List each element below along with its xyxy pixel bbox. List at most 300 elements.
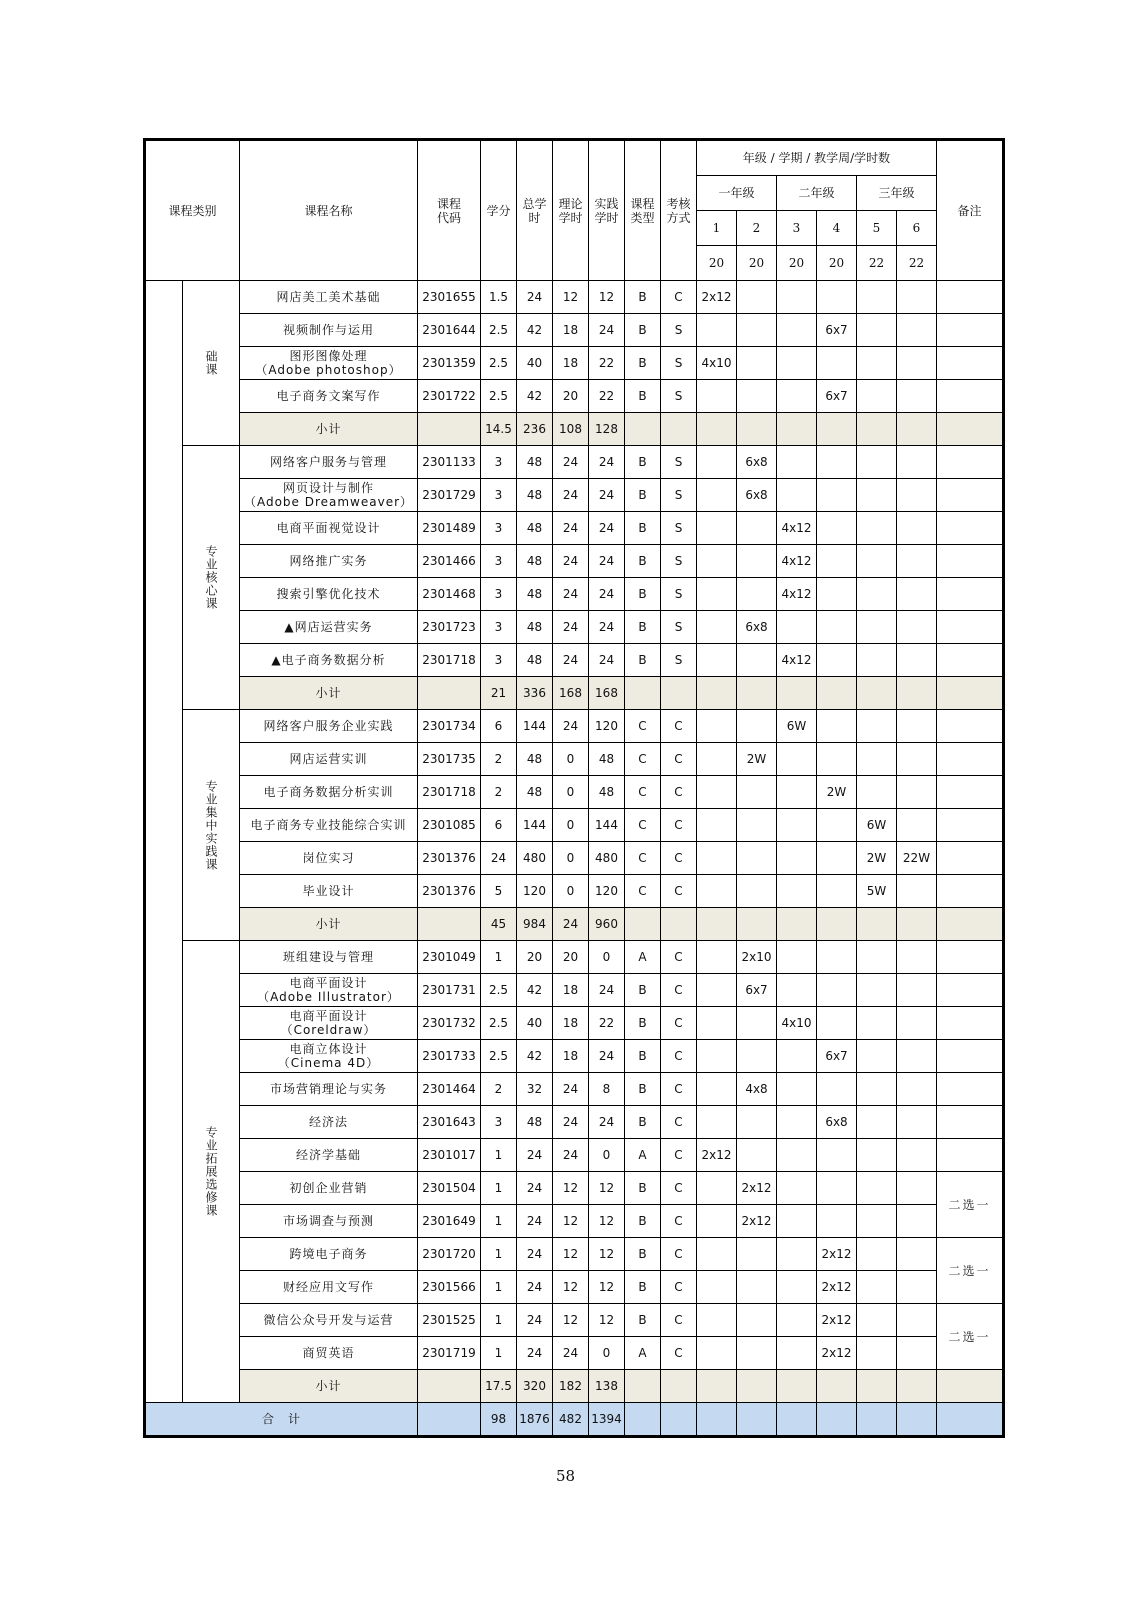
assessment-method: C bbox=[661, 1304, 697, 1337]
remark-cell bbox=[937, 743, 1004, 776]
practice-hours: 12 bbox=[589, 1304, 625, 1337]
semester-hours bbox=[817, 611, 857, 644]
semester-hours bbox=[777, 281, 817, 314]
semester-hours bbox=[697, 314, 737, 347]
subtotal-empty bbox=[737, 413, 777, 446]
total-hours: 32 bbox=[517, 1073, 553, 1106]
course-name-line: 跨境电子商务 bbox=[289, 1247, 368, 1261]
course-name bbox=[240, 1040, 418, 1073]
subtotal-empty bbox=[937, 677, 1004, 710]
semester-hours bbox=[897, 1205, 937, 1238]
header-grade-1: 一年级 bbox=[697, 176, 777, 211]
practice-hours: 480 bbox=[589, 842, 625, 875]
semester-hours bbox=[697, 743, 737, 776]
course-type: A bbox=[625, 1337, 661, 1370]
assessment-method: S bbox=[661, 380, 697, 413]
header-weeks: 22 bbox=[897, 246, 937, 281]
course-type: B bbox=[625, 1040, 661, 1073]
theory-hours: 24 bbox=[553, 644, 589, 677]
table-row bbox=[145, 710, 1004, 743]
course-type: B bbox=[625, 281, 661, 314]
course-code: 2301719 bbox=[418, 1337, 481, 1370]
course-name bbox=[240, 875, 418, 908]
semester-hours bbox=[857, 710, 897, 743]
subtotal-total-hours: 320 bbox=[517, 1370, 553, 1403]
course-type: B bbox=[625, 512, 661, 545]
assessment-method: S bbox=[661, 644, 697, 677]
total-hours: 42 bbox=[517, 314, 553, 347]
course-name bbox=[240, 1271, 418, 1304]
theory-hours: 24 bbox=[553, 1073, 589, 1106]
total-hours: 48 bbox=[517, 545, 553, 578]
total-hours: 48 bbox=[517, 743, 553, 776]
remark-cell bbox=[937, 941, 1004, 974]
course-name-subtitle: （Coreldraw） bbox=[280, 1023, 377, 1037]
course-plan-table bbox=[143, 138, 1005, 1438]
course-type: C bbox=[625, 743, 661, 776]
course-name bbox=[240, 743, 418, 776]
practice-hours: 48 bbox=[589, 776, 625, 809]
course-name bbox=[240, 1205, 418, 1238]
semester-hours bbox=[817, 1073, 857, 1106]
course-name-line: 网络推广实务 bbox=[289, 554, 368, 568]
course-name bbox=[240, 380, 418, 413]
remark-cell bbox=[937, 479, 1004, 512]
table-row bbox=[145, 1238, 1004, 1271]
course-name bbox=[240, 710, 418, 743]
semester-hours bbox=[777, 1304, 817, 1337]
table-row bbox=[145, 743, 1004, 776]
course-code: 2301735 bbox=[418, 743, 481, 776]
practice-hours: 22 bbox=[589, 1007, 625, 1040]
table-row bbox=[145, 1040, 1004, 1073]
semester-hours: 2W bbox=[857, 842, 897, 875]
practice-hours: 24 bbox=[589, 611, 625, 644]
subtotal-theory-hours: 182 bbox=[553, 1370, 589, 1403]
course-type: B bbox=[625, 545, 661, 578]
semester-hours bbox=[817, 1205, 857, 1238]
credit: 1 bbox=[481, 1205, 517, 1238]
semester-hours bbox=[857, 1040, 897, 1073]
practice-hours: 0 bbox=[589, 1337, 625, 1370]
assessment-method: C bbox=[661, 1337, 697, 1370]
remark-cell bbox=[937, 809, 1004, 842]
course-name-line: 图形图像处理 bbox=[289, 349, 368, 363]
header-semester: 3 bbox=[777, 211, 817, 246]
theory-hours: 24 bbox=[553, 545, 589, 578]
subtotal-empty bbox=[897, 1370, 937, 1403]
semester-hours bbox=[777, 1337, 817, 1370]
credit: 1 bbox=[481, 1304, 517, 1337]
semester-hours bbox=[897, 974, 937, 1007]
semester-hours bbox=[697, 446, 737, 479]
total-hours: 24 bbox=[517, 1304, 553, 1337]
course-code: 2301376 bbox=[418, 842, 481, 875]
remark-cell bbox=[937, 1139, 1004, 1172]
practice-hours: 24 bbox=[589, 545, 625, 578]
semester-hours bbox=[897, 1304, 937, 1337]
course-plan-sheet bbox=[143, 138, 1005, 1438]
table-row bbox=[145, 347, 1004, 380]
practice-hours: 12 bbox=[589, 1205, 625, 1238]
grand-total-credit: 98 bbox=[481, 1403, 517, 1437]
subtotal-empty bbox=[737, 908, 777, 941]
semester-hours bbox=[737, 578, 777, 611]
total-hours: 48 bbox=[517, 776, 553, 809]
theory-hours: 0 bbox=[553, 809, 589, 842]
semester-hours bbox=[737, 1007, 777, 1040]
theory-hours: 12 bbox=[553, 1271, 589, 1304]
subtotal-empty bbox=[897, 677, 937, 710]
theory-hours: 24 bbox=[553, 446, 589, 479]
credit: 2.5 bbox=[481, 1040, 517, 1073]
semester-hours bbox=[737, 809, 777, 842]
semester-hours bbox=[897, 1040, 937, 1073]
practice-hours: 0 bbox=[589, 941, 625, 974]
semester-hours bbox=[857, 1106, 897, 1139]
subtotal-empty bbox=[737, 1370, 777, 1403]
semester-hours bbox=[857, 1238, 897, 1271]
semester-hours bbox=[737, 1271, 777, 1304]
semester-hours bbox=[737, 710, 777, 743]
subtotal-empty bbox=[937, 908, 1004, 941]
subtotal-empty bbox=[625, 413, 661, 446]
course-code: 2301718 bbox=[418, 776, 481, 809]
header-course-type: 课程类型 bbox=[625, 140, 661, 281]
subtotal-credit: 21 bbox=[481, 677, 517, 710]
subtotal-row bbox=[145, 908, 1004, 941]
remark-cell bbox=[937, 875, 1004, 908]
total-hours: 42 bbox=[517, 1040, 553, 1073]
semester-hours bbox=[857, 974, 897, 1007]
subtotal-theory-hours: 108 bbox=[553, 413, 589, 446]
semester-hours bbox=[697, 545, 737, 578]
assessment-method: C bbox=[661, 1139, 697, 1172]
semester-hours bbox=[697, 611, 737, 644]
semester-hours bbox=[857, 512, 897, 545]
semester-hours bbox=[697, 1172, 737, 1205]
total-hours: 24 bbox=[517, 1271, 553, 1304]
semester-hours bbox=[817, 941, 857, 974]
header-semester: 6 bbox=[897, 211, 937, 246]
semester-hours bbox=[697, 1007, 737, 1040]
subtotal-empty bbox=[661, 908, 697, 941]
course-type: A bbox=[625, 941, 661, 974]
semester-hours: 4x8 bbox=[737, 1073, 777, 1106]
semester-hours bbox=[897, 545, 937, 578]
subtotal-empty bbox=[817, 1370, 857, 1403]
semester-hours: 6x7 bbox=[817, 314, 857, 347]
practice-hours: 8 bbox=[589, 1073, 625, 1106]
total-hours: 48 bbox=[517, 611, 553, 644]
practice-hours: 24 bbox=[589, 512, 625, 545]
course-name-line: 电商平面设计 bbox=[289, 976, 368, 990]
assessment-method: S bbox=[661, 347, 697, 380]
subtotal-empty bbox=[857, 413, 897, 446]
header-category: 课程类别 bbox=[145, 140, 240, 281]
credit: 2.5 bbox=[481, 1007, 517, 1040]
header-semester: 1 bbox=[697, 211, 737, 246]
subtotal-row bbox=[145, 413, 1004, 446]
assessment-method: C bbox=[661, 974, 697, 1007]
assessment-method: C bbox=[661, 875, 697, 908]
semester-hours bbox=[857, 578, 897, 611]
semester-hours bbox=[697, 1238, 737, 1271]
semester-hours bbox=[857, 1139, 897, 1172]
subtotal-empty bbox=[661, 413, 697, 446]
semester-hours bbox=[857, 1073, 897, 1106]
theory-hours: 18 bbox=[553, 314, 589, 347]
total-hours: 40 bbox=[517, 347, 553, 380]
semester-hours bbox=[857, 347, 897, 380]
assessment-method: S bbox=[661, 446, 697, 479]
credit: 1 bbox=[481, 1271, 517, 1304]
header-semester: 5 bbox=[857, 211, 897, 246]
assessment-method: C bbox=[661, 1205, 697, 1238]
remark-cell bbox=[937, 347, 1004, 380]
semester-hours bbox=[817, 842, 857, 875]
semester-hours bbox=[817, 1007, 857, 1040]
semester-hours bbox=[777, 1172, 817, 1205]
table-row bbox=[145, 941, 1004, 974]
course-name bbox=[240, 1337, 418, 1370]
credit: 1 bbox=[481, 941, 517, 974]
theory-hours: 20 bbox=[553, 941, 589, 974]
course-code: 2301722 bbox=[418, 380, 481, 413]
course-code: 2301649 bbox=[418, 1205, 481, 1238]
assessment-method: S bbox=[661, 611, 697, 644]
table-row bbox=[145, 974, 1004, 1007]
course-code: 2301525 bbox=[418, 1304, 481, 1337]
subtotal-total-hours: 236 bbox=[517, 413, 553, 446]
remark-cell bbox=[937, 974, 1004, 1007]
semester-hours bbox=[897, 809, 937, 842]
assessment-method: C bbox=[661, 1007, 697, 1040]
semester-hours bbox=[817, 974, 857, 1007]
semester-hours: 2x12 bbox=[817, 1238, 857, 1271]
semester-hours bbox=[897, 314, 937, 347]
practice-hours: 24 bbox=[589, 314, 625, 347]
semester-hours bbox=[897, 1073, 937, 1106]
semester-hours bbox=[857, 1337, 897, 1370]
total-hours: 48 bbox=[517, 479, 553, 512]
header-weeks: 20 bbox=[777, 246, 817, 281]
semester-hours bbox=[897, 1172, 937, 1205]
credit: 1 bbox=[481, 1172, 517, 1205]
table-row bbox=[145, 875, 1004, 908]
credit: 2.5 bbox=[481, 380, 517, 413]
course-code: 2301489 bbox=[418, 512, 481, 545]
semester-hours: 2x12 bbox=[817, 1271, 857, 1304]
semester-hours bbox=[737, 842, 777, 875]
subtotal-empty bbox=[777, 908, 817, 941]
total-hours: 24 bbox=[517, 281, 553, 314]
grand-total-empty bbox=[897, 1403, 937, 1437]
subtotal-code bbox=[418, 908, 481, 941]
subtotal-empty bbox=[697, 908, 737, 941]
semester-hours bbox=[697, 1073, 737, 1106]
total-hours: 24 bbox=[517, 1337, 553, 1370]
semester-hours: 2x12 bbox=[817, 1337, 857, 1370]
practice-hours: 12 bbox=[589, 281, 625, 314]
course-name bbox=[240, 281, 418, 314]
subtotal-code bbox=[418, 677, 481, 710]
course-code: 2301085 bbox=[418, 809, 481, 842]
course-type: B bbox=[625, 974, 661, 1007]
semester-hours bbox=[777, 875, 817, 908]
course-name-subtitle: （Cinema 4D） bbox=[277, 1056, 380, 1070]
assessment-method: C bbox=[661, 743, 697, 776]
semester-hours bbox=[817, 578, 857, 611]
semester-hours bbox=[817, 1172, 857, 1205]
course-code: 2301049 bbox=[418, 941, 481, 974]
course-code: 2301133 bbox=[418, 446, 481, 479]
course-code: 2301718 bbox=[418, 644, 481, 677]
semester-hours bbox=[697, 380, 737, 413]
semester-hours bbox=[777, 446, 817, 479]
credit: 6 bbox=[481, 710, 517, 743]
credit: 6 bbox=[481, 809, 517, 842]
practice-hours: 24 bbox=[589, 446, 625, 479]
subtotal-empty bbox=[625, 908, 661, 941]
course-name-line: ▲网店运营实务 bbox=[284, 620, 373, 634]
semester-hours bbox=[817, 1139, 857, 1172]
semester-hours bbox=[737, 1139, 777, 1172]
table-row bbox=[145, 446, 1004, 479]
subtotal-empty bbox=[625, 1370, 661, 1403]
semester-hours: 2x12 bbox=[697, 281, 737, 314]
category-cell: 专业核心课 bbox=[183, 446, 240, 710]
semester-hours bbox=[697, 1040, 737, 1073]
course-type: C bbox=[625, 776, 661, 809]
practice-hours: 12 bbox=[589, 1172, 625, 1205]
course-name-line: 电商立体设计 bbox=[289, 1042, 368, 1056]
remark-cell bbox=[937, 611, 1004, 644]
course-name-line: 经济法 bbox=[308, 1115, 348, 1129]
semester-hours bbox=[737, 1304, 777, 1337]
header-practice-hours: 实践学时 bbox=[589, 140, 625, 281]
remark-cell bbox=[937, 314, 1004, 347]
semester-hours bbox=[777, 1073, 817, 1106]
semester-hours bbox=[777, 1106, 817, 1139]
semester-hours: 4x10 bbox=[697, 347, 737, 380]
table-row bbox=[145, 380, 1004, 413]
course-type: B bbox=[625, 644, 661, 677]
subtotal-code bbox=[418, 413, 481, 446]
assessment-method: C bbox=[661, 842, 697, 875]
semester-hours bbox=[817, 644, 857, 677]
course-name-line: 毕业设计 bbox=[302, 884, 355, 898]
credit: 3 bbox=[481, 446, 517, 479]
theory-hours: 0 bbox=[553, 776, 589, 809]
semester-hours bbox=[697, 875, 737, 908]
header-course-code: 课程代码 bbox=[418, 140, 481, 281]
semester-hours bbox=[777, 1205, 817, 1238]
credit: 3 bbox=[481, 512, 517, 545]
course-name bbox=[240, 1106, 418, 1139]
semester-hours: 2W bbox=[817, 776, 857, 809]
assessment-method: C bbox=[661, 1271, 697, 1304]
course-name bbox=[240, 578, 418, 611]
semester-hours bbox=[817, 743, 857, 776]
total-hours: 480 bbox=[517, 842, 553, 875]
semester-hours bbox=[897, 1106, 937, 1139]
course-name bbox=[240, 974, 418, 1007]
semester-hours bbox=[817, 710, 857, 743]
practice-hours: 120 bbox=[589, 875, 625, 908]
assessment-method: S bbox=[661, 314, 697, 347]
practice-hours: 24 bbox=[589, 1040, 625, 1073]
total-hours: 42 bbox=[517, 380, 553, 413]
subtotal-empty bbox=[777, 413, 817, 446]
semester-hours bbox=[697, 1205, 737, 1238]
assessment-method: C bbox=[661, 281, 697, 314]
practice-hours: 12 bbox=[589, 1271, 625, 1304]
semester-hours bbox=[857, 380, 897, 413]
practice-hours: 24 bbox=[589, 974, 625, 1007]
course-name bbox=[240, 1304, 418, 1337]
assessment-method: S bbox=[661, 578, 697, 611]
header-theory-hours: 理论学时 bbox=[553, 140, 589, 281]
course-name bbox=[240, 611, 418, 644]
semester-hours: 6x8 bbox=[737, 479, 777, 512]
assessment-method: C bbox=[661, 1106, 697, 1139]
course-name bbox=[240, 314, 418, 347]
assessment-method: C bbox=[661, 1172, 697, 1205]
semester-hours bbox=[737, 314, 777, 347]
credit: 3 bbox=[481, 644, 517, 677]
table-row bbox=[145, 644, 1004, 677]
course-type: B bbox=[625, 1106, 661, 1139]
semester-hours bbox=[697, 1304, 737, 1337]
subtotal-empty bbox=[817, 908, 857, 941]
semester-hours bbox=[897, 1139, 937, 1172]
header-remarks: 备注 bbox=[937, 140, 1004, 281]
semester-hours bbox=[857, 545, 897, 578]
remark-cell bbox=[937, 842, 1004, 875]
semester-hours: 6x8 bbox=[737, 446, 777, 479]
remark-cell: 二选一 bbox=[937, 1304, 1004, 1370]
semester-hours: 6W bbox=[777, 710, 817, 743]
semester-hours bbox=[777, 1040, 817, 1073]
assessment-method: C bbox=[661, 809, 697, 842]
subtotal-theory-hours: 168 bbox=[553, 677, 589, 710]
remark-cell bbox=[937, 578, 1004, 611]
semester-hours: 2x12 bbox=[737, 1205, 777, 1238]
course-name bbox=[240, 1172, 418, 1205]
credit: 5 bbox=[481, 875, 517, 908]
subtotal-empty bbox=[697, 1370, 737, 1403]
semester-hours: 2W bbox=[737, 743, 777, 776]
theory-hours: 12 bbox=[553, 1304, 589, 1337]
course-code: 2301017 bbox=[418, 1139, 481, 1172]
semester-hours bbox=[697, 644, 737, 677]
subtotal-credit: 45 bbox=[481, 908, 517, 941]
course-name-line: 岗位实习 bbox=[302, 851, 355, 865]
remark-cell bbox=[937, 644, 1004, 677]
practice-hours: 22 bbox=[589, 347, 625, 380]
credit: 2 bbox=[481, 1073, 517, 1106]
semester-hours bbox=[777, 974, 817, 1007]
header-weeks: 20 bbox=[817, 246, 857, 281]
total-hours: 24 bbox=[517, 1139, 553, 1172]
semester-hours bbox=[857, 314, 897, 347]
course-name-line: 市场调查与预测 bbox=[282, 1214, 374, 1228]
semester-hours bbox=[857, 1007, 897, 1040]
subtotal-empty bbox=[857, 677, 897, 710]
credit: 3 bbox=[481, 611, 517, 644]
course-code: 2301466 bbox=[418, 545, 481, 578]
